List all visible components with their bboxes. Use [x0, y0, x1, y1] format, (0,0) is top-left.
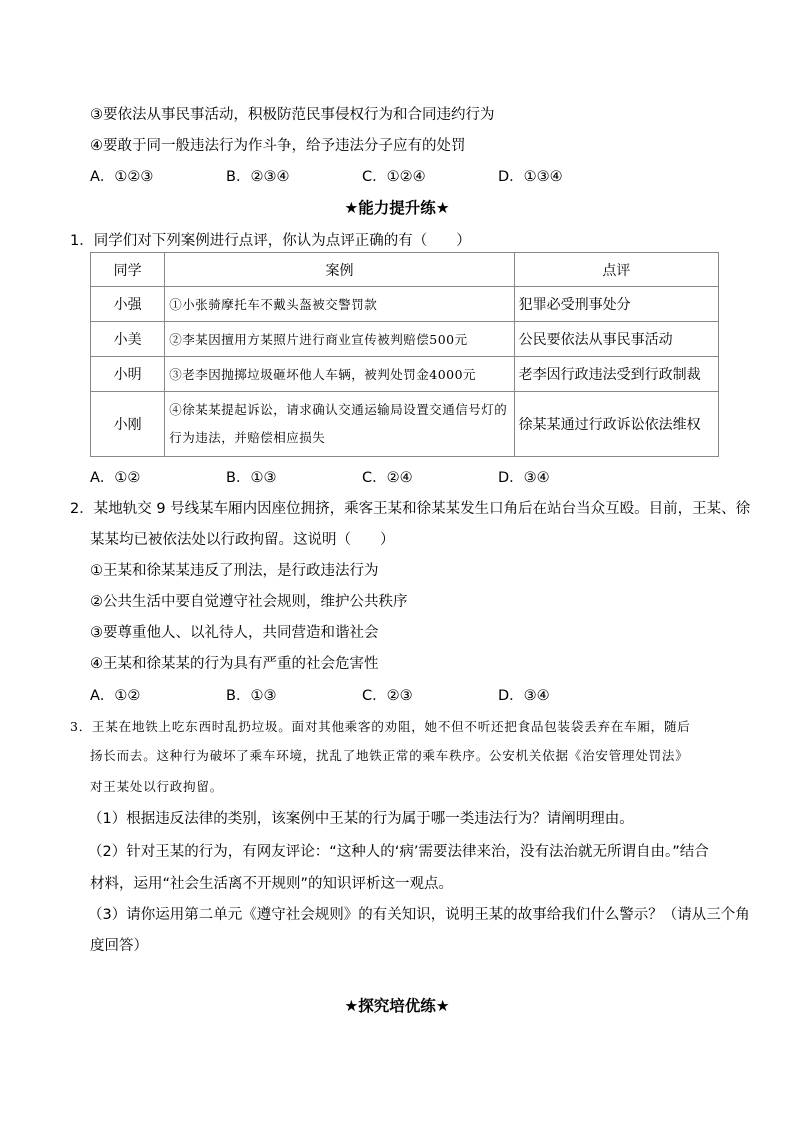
- table-header-row: [91, 253, 719, 287]
- student-name: 小刚: [91, 392, 165, 457]
- table-row: [91, 392, 719, 457]
- case-text: ①小张骑摩托车不戴头盔被交警罚款: [165, 287, 514, 322]
- answer-options-q1: [90, 466, 634, 487]
- section-title-ability: ★能力提升练★: [344, 199, 450, 217]
- table-row: [91, 322, 719, 357]
- answer-option-b: B．①③: [226, 470, 277, 486]
- question-2-item-4: ④王某和徐某某的行为具有严重的社会危害性: [90, 656, 379, 672]
- table-header-comment: 点评: [514, 253, 718, 287]
- answer-option-c: C．①②④: [362, 169, 426, 185]
- comment-text: 老李因行政违法受到行政制裁: [514, 357, 718, 392]
- answer-option-a: A．①②: [90, 470, 141, 486]
- student-name: 小明: [91, 357, 165, 392]
- answer-option-d: D．③④: [498, 688, 550, 704]
- option-item-3: ③要依法从事民事活动，积极防范民事侵权行为和合同违约行为: [90, 107, 495, 123]
- comment-text: 徐某某通过行政诉讼依法维权: [514, 392, 718, 457]
- question-2-stem-line-2: 某某均已被依法处以行政拘留。这说明（ ）: [90, 532, 395, 548]
- question-3-sub-3-line-2: 度回答）: [90, 938, 148, 954]
- question-2-item-3: ③要尊重他人、以礼待人，共同营造和谐社会: [90, 625, 379, 641]
- student-name: 小强: [91, 287, 165, 322]
- question-2-item-1: ①王某和徐某某违反了刑法，是行政违法行为: [90, 563, 379, 579]
- question-3-sub-3-line-1: （3）请你运用第二单元《遵守社会规则》的有关知识，说明王某的故事给我们什么警示？（请从三个角: [88, 907, 750, 923]
- question-1-stem: 1．同学们对下列案例进行点评，你认为点评正确的有（ ）: [70, 233, 471, 249]
- question-3-sub-2-line-1: （2）针对王某的行为，有网友评论：“这种人的‘病’需要法律来治，没有法治就无所谓自由。”结合: [88, 844, 709, 860]
- table-header-student: 同学: [91, 253, 165, 287]
- question-2-stem-line-1: 2．某地轨交 9 号线某车厢内因座位拥挤，乘客王某和徐某某发生口角后在站台当众互殴。目前，王某、徐: [70, 501, 751, 517]
- answer-option-a: A．①②③: [90, 169, 154, 185]
- question-3-stem-line-1: 3．王某在地铁上吃东西时乱扔垃圾。面对其他乘客的劝阻，她不但不听还把食品包装袋丢弃在车厢，随后: [70, 719, 691, 734]
- option-item-4: ④要敢于同一般违法行为作斗争，给予违法分子应有的处罚: [90, 138, 466, 154]
- comment-text: 公民要依法从事民事活动: [514, 322, 718, 357]
- answer-option-b: B．①③: [226, 688, 277, 704]
- answer-option-c: C．②④: [362, 470, 413, 486]
- table-header-case: 案例: [165, 253, 514, 287]
- answer-option-d: D．①③④: [498, 169, 563, 185]
- question-3-sub-1: （1）根据违反法律的类别，该案例中王某的行为属于哪一类违法行为？请阐明理由。: [88, 811, 634, 827]
- comment-text: 犯罪必受刑事处分: [514, 287, 718, 322]
- answer-option-a: A．①②: [90, 688, 141, 704]
- answer-option-d: D．③④: [498, 470, 550, 486]
- case-table: [90, 252, 719, 457]
- answer-option-b: B．②③④: [226, 169, 290, 185]
- student-name: 小美: [91, 322, 165, 357]
- answer-options-q2: [90, 684, 634, 705]
- case-text: ④徐某某提起诉讼，请求确认交通运输局设置交通信号灯的行为违法，并赔偿相应损失: [165, 392, 514, 457]
- answer-option-c: C．②③: [362, 688, 413, 704]
- question-3-stem-line-2: 扬长而去。这种行为破坏了乘车环境，扰乱了地铁正常的乘车秩序。公安机关依据《治安管理处罚法》: [90, 748, 689, 763]
- section-title-explore: ★探究培优练★: [344, 997, 450, 1015]
- question-2-item-2: ②公共生活中要自觉遵守社会规则，维护公共秩序: [90, 594, 408, 610]
- question-3-stem-line-3: 对王某处以行政拘留。: [90, 779, 224, 794]
- table-row: [91, 357, 719, 392]
- case-text: ②李某因擅用方某照片进行商业宣传被判赔偿500元: [165, 322, 514, 357]
- case-text: ③老李因抛掷垃圾砸坏他人车辆，被判处罚金4000元: [165, 357, 514, 392]
- answer-options-top: [90, 165, 634, 186]
- question-3-sub-2-line-2: 材料，运用“社会生活离不开规则”的知识评析这一观点。: [90, 876, 454, 892]
- table-row: [91, 287, 719, 322]
